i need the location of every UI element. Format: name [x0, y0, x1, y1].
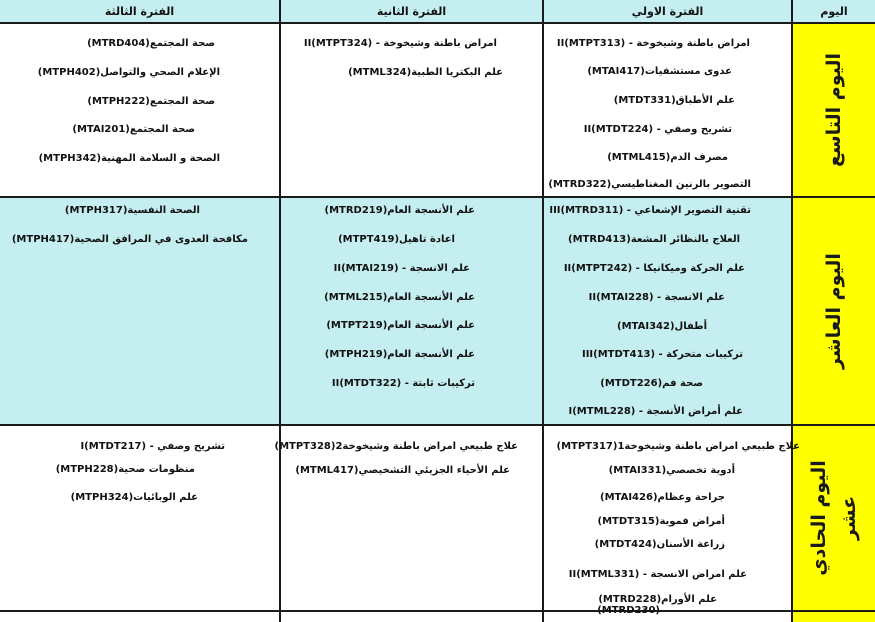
next-row-period2-cell	[281, 612, 544, 622]
course-entry: امراض باطنة وشيخوخة - II(MTPT324)	[303, 38, 497, 49]
course-entry: علم أمراض الأنسجة - I(MTML228)	[568, 406, 743, 417]
course-entry: تقنية التصوير الإشعاعي - III(MTRD311)	[549, 205, 751, 216]
course-entry: الصحة و السلامة المهنية(MTPH342)	[38, 153, 220, 164]
course-entry: تركيبات ثابتة - II(MTDT322)	[331, 378, 475, 389]
day9-label: اليوم التاسع	[823, 52, 845, 168]
course-entry: علم الأحياء الجزيئي التشخيصي(MTML417)	[295, 465, 510, 476]
course-entry: اعادة تاهيل(MTPT419)	[338, 234, 455, 245]
course-entry: تشريح وصفي - II(MTDT224)	[583, 124, 732, 135]
course-entry: تشريح وصفي - I(MTDT217)	[80, 441, 225, 452]
course-entry: العلاج بالنظائر المشعة(MTRD413)	[568, 234, 740, 245]
course-entry-partial: (MTRD230)	[597, 605, 660, 616]
course-entry: علم البكتريا الطبية(MTML324)	[348, 67, 503, 78]
course-entry: علم الأنسجة العام(MTRD219)	[324, 205, 475, 216]
course-entry: امراض باطنة وشيخوخة - II(MTPT313)	[556, 38, 750, 49]
course-entry: صحة المجتمع(MTRD404)	[87, 38, 215, 49]
day11-label: اليوم الحادي عشر	[808, 460, 860, 576]
course-entry: علم الأنسجة العام(MTPH219)	[324, 349, 475, 360]
course-entry: عدوى مستشفيات(MTAI417)	[587, 66, 732, 77]
course-entry: علم الوبائيات(MTPH324)	[70, 492, 198, 503]
day10-period1-cell	[544, 198, 793, 426]
day11-period3-cell	[0, 426, 281, 612]
next-row-period1-cell	[544, 612, 793, 622]
course-entry: صحة فم(MTDT226)	[600, 378, 703, 389]
course-entry: علم الحركة وميكانيكا - II(MTPT242)	[563, 263, 745, 274]
header-period3: الفترة الثالثة	[0, 0, 281, 24]
day10-period3-cell	[0, 198, 281, 426]
course-entry: التصوير بالرنين المغناطيسي(MTRD322)	[548, 179, 751, 190]
day10-label: اليوم العاشر	[823, 253, 845, 369]
day11-period2-cell	[281, 426, 544, 612]
course-entry: صحة المجتمع(MTPH222)	[87, 96, 215, 107]
course-entry: علم الانسجة - II(MTAI219)	[333, 263, 470, 274]
course-entry: الصحة النفسية(MTPH317)	[64, 205, 200, 216]
course-entry: أمراض فموية(MTDT315)	[597, 516, 725, 527]
course-entry: منظومات صحية(MTPH228)	[55, 464, 195, 475]
day9-period1-cell	[544, 24, 793, 198]
header-period2: الفترة الثانية	[281, 0, 544, 24]
day9-period2-cell	[281, 24, 544, 198]
day10-label-cell	[793, 198, 875, 426]
course-entry: أدوية تخصصي(MTAI331)	[608, 465, 735, 476]
day9-label-cell	[793, 24, 875, 198]
day9-period3-cell	[0, 24, 281, 198]
course-entry: علم الأنسجة العام(MTPT219)	[326, 320, 475, 331]
course-entry: علم الأطباق(MTDT331)	[613, 95, 735, 106]
course-entry: علم الأنسجة العام(MTML215)	[324, 292, 475, 303]
course-entry: زراعة الأسنان(MTDT424)	[594, 539, 725, 550]
course-entry: علاج طبيعي امراض باطنة وشيخوخة1(MTPT317)	[556, 441, 800, 452]
course-entry: علم الأورام(MTRD228)	[598, 594, 717, 605]
header-day: اليوم	[793, 0, 875, 24]
course-entry: جراحة وعظام(MTAI426)	[600, 492, 725, 503]
day11-label-cell	[793, 426, 875, 612]
next-row-label-cell	[793, 612, 875, 622]
course-entry: صحة المجتمع(MTAI201)	[72, 124, 195, 135]
course-entry: علم امراض الانسجة - II(MTML331)	[568, 569, 747, 580]
course-entry: مكافحة العدوى في المرافق الصحية(MTPH417)	[11, 234, 248, 245]
header-period1: الفترة الاولي	[544, 0, 793, 24]
course-entry: تركيبات متحركة - III(MTDT413)	[581, 349, 743, 360]
course-entry: الإعلام الصحي والتواصل(MTPH402)	[37, 67, 220, 78]
next-row-period3-cell	[0, 612, 281, 622]
course-entry: مصرف الدم(MTML415)	[607, 152, 728, 163]
course-entry: علاج طبيعي امراض باطنة وشيخوخة2(MTPT328)	[274, 441, 518, 452]
course-entry: علم الانسجة - II(MTAI228)	[588, 292, 725, 303]
course-entry: أطفال(MTAI342)	[617, 321, 707, 332]
day10-period2-cell	[281, 198, 544, 426]
